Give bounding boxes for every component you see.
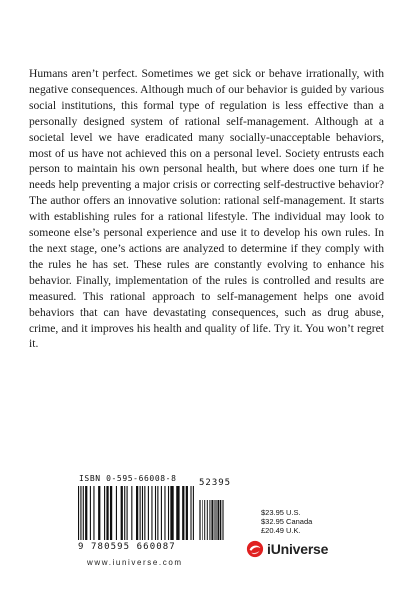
barcode-bar: [121, 486, 123, 540]
barcode-bar: [157, 486, 158, 540]
barcode-bar: [202, 500, 203, 540]
barcode-bar: [78, 486, 79, 540]
barcode-bar: [142, 486, 143, 540]
barcode-addon-digits: 52395: [199, 478, 232, 488]
barcode-bar: [207, 500, 208, 540]
barcode-bar: [223, 500, 224, 540]
barcode-bar: [155, 486, 156, 540]
barcode-bar: [83, 486, 84, 540]
barcode-bar: [216, 500, 217, 540]
barcode-bar: [217, 500, 218, 540]
barcode-bar: [214, 500, 215, 540]
barcode-bar: [199, 500, 200, 540]
price-list: [261, 508, 312, 535]
barcode-bar: [131, 486, 132, 540]
barcode-bar: [148, 486, 149, 540]
isbn-label: ISBN 0-595-66008-8: [79, 474, 177, 483]
barcode-bar: [209, 500, 210, 540]
barcode-bar: [127, 486, 128, 540]
barcode-bar: [110, 486, 112, 540]
barcode-bar: [170, 486, 173, 540]
barcode-bar: [193, 486, 194, 540]
barcode-bar: [204, 500, 205, 540]
iuniverse-swirl-icon: [246, 540, 264, 558]
price-uk: £20.49 U.K.: [261, 526, 301, 535]
barcode-bar: [136, 486, 138, 540]
barcode-bar: [116, 486, 117, 540]
barcode-bar: [212, 500, 213, 540]
barcode-bar: [90, 486, 91, 540]
barcode-bar: [168, 486, 169, 540]
barcode-graphic: [78, 486, 224, 540]
barcode-bar: [144, 486, 145, 540]
barcode-bar: [176, 486, 179, 540]
publisher-name: iUniverse: [267, 541, 329, 557]
barcode-bar: [93, 486, 94, 540]
barcode-bar: [85, 486, 87, 540]
barcode-bar: [124, 486, 125, 540]
barcode-bar: [182, 486, 184, 540]
barcode-bar: [220, 500, 221, 540]
back-cover-blurb: Humans aren’t perfect. Sometimes we get sick or behave irrationally, with negative consequences. Although much of our behavior is guided by various social institutions, this formal type of regulation is less effective than a personally designed system of rational self-management. Although at a societal level we have eradicated many socially-unacceptable behaviors, most of us have not achieved this on a personal level. Society entrusts each person to maintain his own personal health, but where does one turn if he needs help preventing a major crisis or correcting self-destructive behavior? The author offers an innovative solution: rational self-management. It starts with establishing rules for a rational lifestyle. The individual may look to someone else’s personal experience and use it to develop his own rules. In the next stage, one’s actions are analyzed to determine if they comply with the rules he has set. These rules are constantly evolving to enhance his behavior. Finally, implementation of the rules is controlled and results are measured. This rational approach to self-management helps one avoid behaviors that can have devastating consequences, such as drug abuse, crime, and it improves his health and quality of life. Try it. You won’t regret it.: [29, 67, 384, 351]
barcode-bar: [140, 486, 141, 540]
publisher-logo: [246, 539, 328, 559]
barcode-bar: [98, 486, 100, 540]
barcode-bar: [106, 486, 108, 540]
barcode-bar: [215, 500, 216, 540]
barcode-bar: [164, 486, 165, 540]
barcode-bar: [80, 486, 81, 540]
barcode-bar: [190, 486, 191, 540]
barcode-bar: [104, 486, 105, 540]
barcode-bar: [218, 500, 219, 540]
price-us: $23.95 U.S.: [261, 508, 301, 517]
price-canada: $32.95 Canada: [261, 517, 313, 526]
barcode-bar: [151, 486, 152, 540]
barcode-bar: [222, 500, 223, 540]
barcode-bar: [161, 486, 162, 540]
barcode: [78, 486, 224, 540]
barcode-bar: [186, 486, 188, 540]
barcode-bar: [211, 500, 212, 540]
barcode-digits: 9 780595 660087: [78, 542, 176, 552]
publisher-website: www.iuniverse.com: [87, 558, 183, 567]
barcode-bar: [200, 500, 201, 540]
